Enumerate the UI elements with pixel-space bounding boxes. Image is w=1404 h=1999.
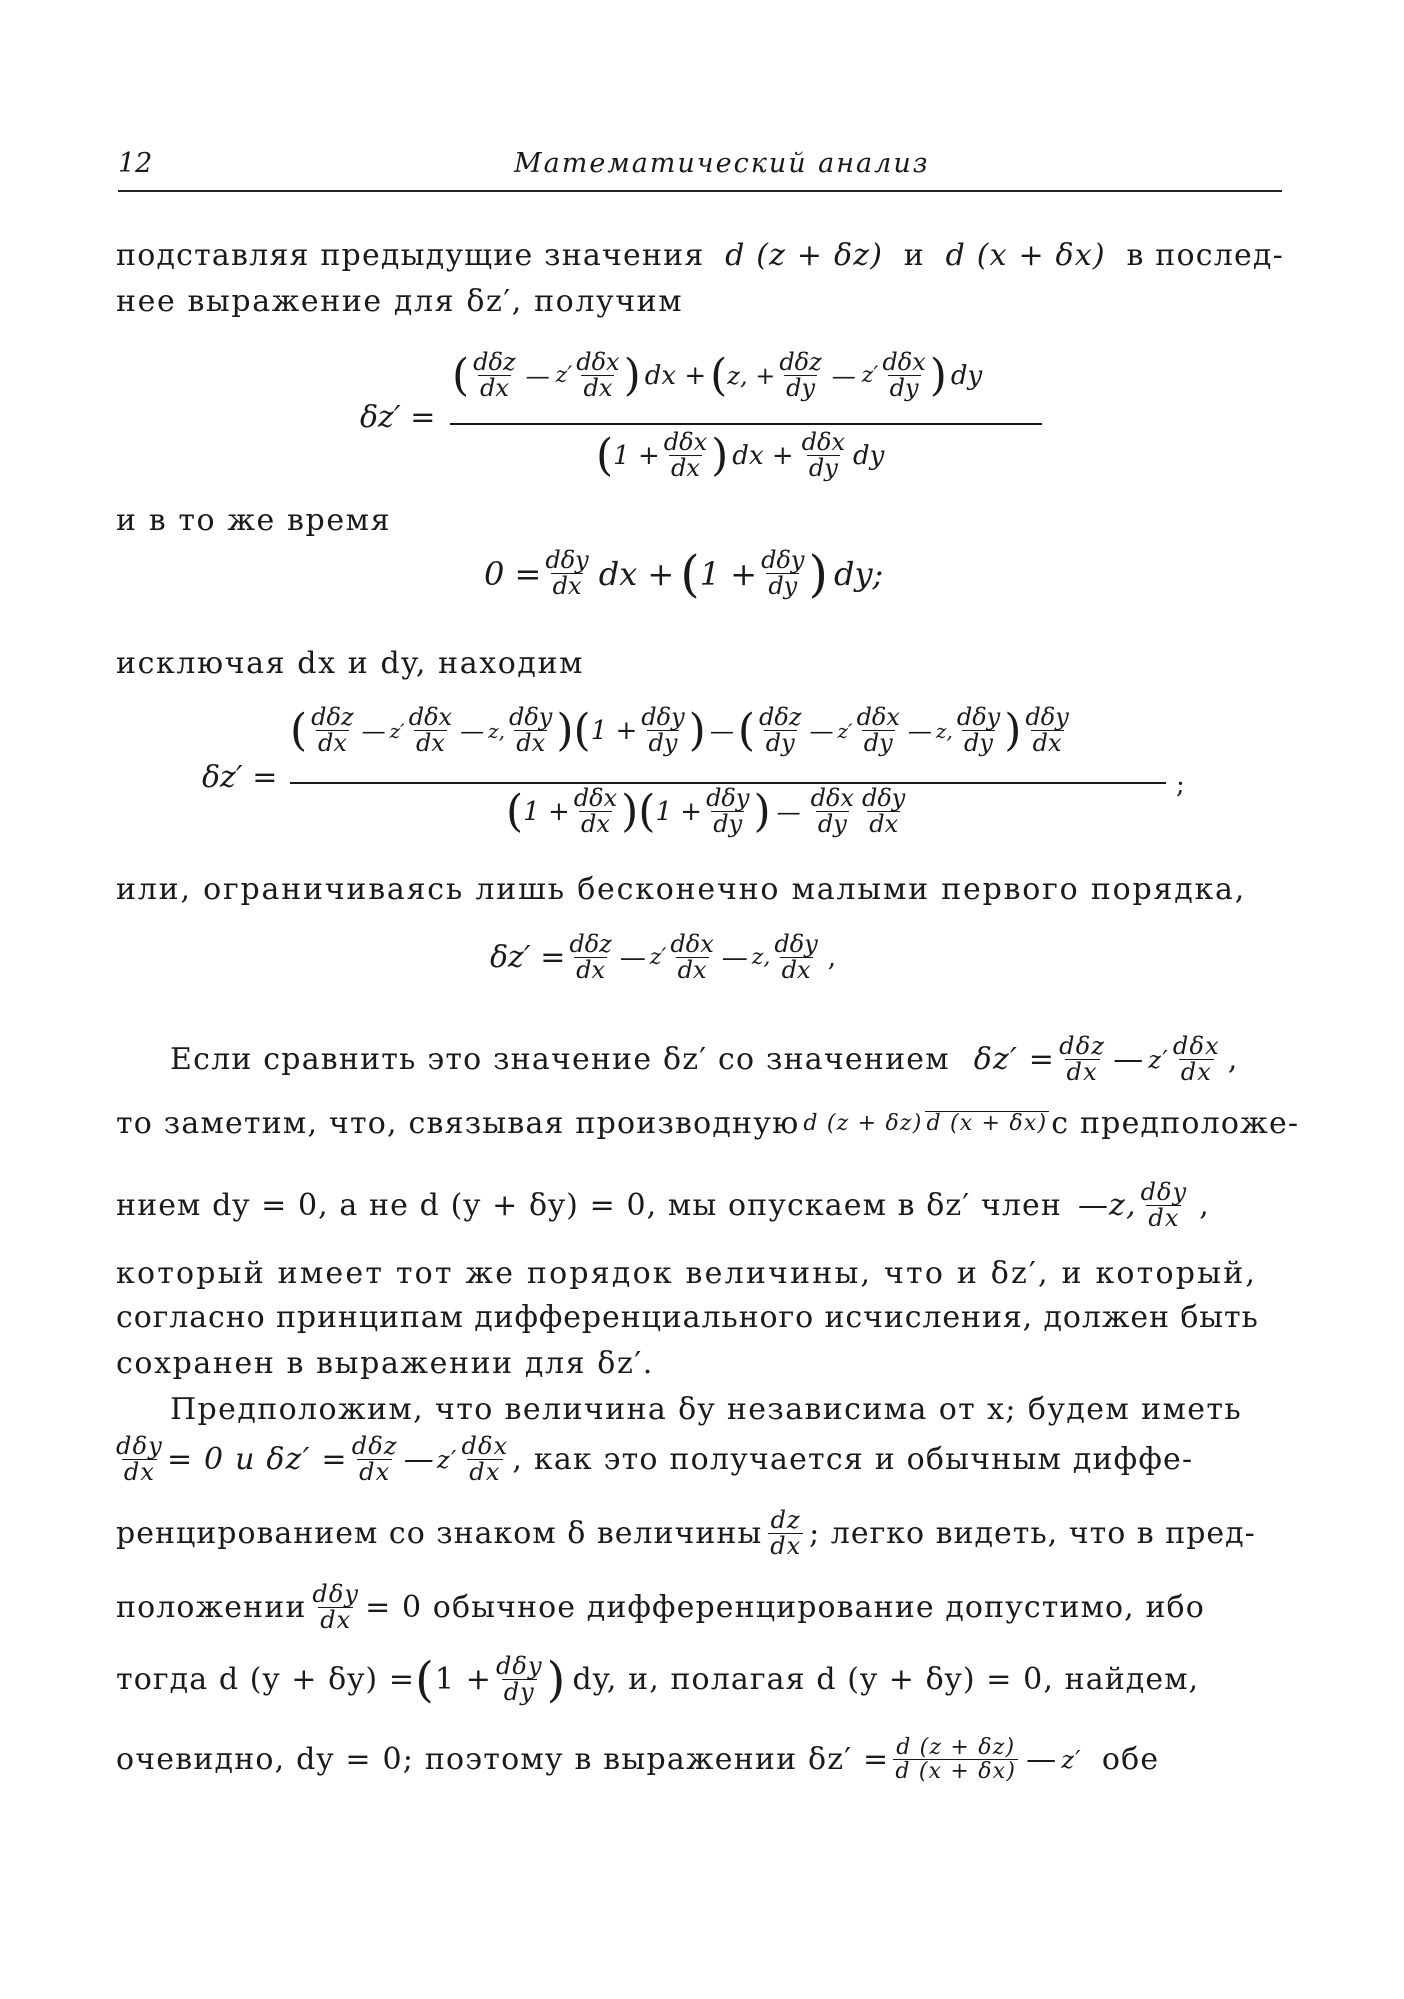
p3-line: исключая dx и dy, находим (116, 646, 584, 681)
running-title: Математический анализ (514, 148, 930, 179)
p6-line-3: ренцированием со знаком δ величины $\frac{dz}{dx}$ ; легко видеть, что в пред- (116, 1506, 1256, 1561)
page-number: 12 (118, 148, 153, 179)
eq3-lhs: δz′ = (202, 760, 278, 795)
p6-line-4: положении $\frac{\text{dδy}}{dx}$ = 0 обычное дифференцирование допустимо, ибо (116, 1580, 1205, 1635)
eq1-fraction-bar (450, 423, 1042, 425)
eq3-numerator: ( $\frac{\text{dδz}}{dx}$ — z′ $\frac{\text{dδx}}{dx}$ — z, $\frac{\text{dδy}}{dx}$ ) ( 1 + $\frac{\text{dδy}}{dy}$ ) — ( $\frac{\text{dδz}}{dy}$ — z′ $\frac{\text{dδx}}{dy}$ — z, $\frac{\text{dδy}}{dy}$ ) $\frac{\text{dδy}}{dx}$ (290, 703, 1069, 758)
eq1-lhs: δz′ = (360, 400, 436, 435)
p6-line-2: $\frac{\text{dδy}}{dx}$ = 0 и δz′ = $\frac{\text{dδz}}{dx}$ — z′ $\frac{\text{dδx}}{dx}$ , как это получается и обычным диффе- (116, 1432, 1194, 1487)
p6-line-1: Предположим, что величина δy независима от x; будем иметь (170, 1392, 1243, 1427)
p6-line-6: очевидно, dy = 0; поэтому в выражении δz′ = $\frac{d (z + \delta z)}{d (x + \delta x)}$ — z′ обе (116, 1735, 1160, 1785)
eq1-denominator: ( 1 + $\frac{\text{dδx}}{dx}$ ) dx + $\frac{\text{dδx}}{dy}$ dy (596, 428, 885, 483)
p5-line-1: Если сравнить это значение δz′ со значением δz′ = $\frac{\text{dδz}}{dx}$ — z′ $\frac{\text{dδx}}{dx}$ , (170, 1032, 1239, 1087)
header-rule (118, 190, 1282, 192)
p1-line-2: нее выражение для δz′, получим (116, 284, 684, 319)
p5-line-5: согласно принципам дифференциального исчисления, должен быть (116, 1300, 1259, 1335)
eq1-numerator: ( $\frac{\text{dδz}}{dx}$ — z′ $\frac{\text{dδx}}{dx}$ ) dx + ( z, + $\frac{\text{dδz}}{dy}$ — z′ $\frac{\text{dδx}}{dy}$ ) dy (452, 348, 983, 403)
eq3-denominator: ( 1 + $\frac{\text{dδx}}{dx}$ ) ( 1 + $\frac{\text{dδy}}{dy}$ ) — $\frac{\text{dδx}}{dy}$ $\frac{\text{dδy}}{dx}$ (506, 784, 906, 839)
p6-line-5: тогда d (y + δy) = ( 1 + $\frac{\text{dδy}}{dy}$ ) dy, и, полагая d (y + δy) = 0, найдем, (116, 1651, 1200, 1708)
p5-line-6: сохранен в выражении для δz′. (116, 1346, 654, 1381)
p5-line-4: который имеет тот же порядок величины, что и δz′, и который, (116, 1256, 1258, 1291)
p1-line-1: подставляя предыдущие значения d (z + δz) и d (x + δx) в послед- (116, 238, 1284, 273)
p2-line: и в то же время (116, 503, 392, 538)
p5-line-3: нием dy = 0, а не d (y + δy) = 0, мы опускаем в δz′ член —z, $\frac{\text{dδy}}{dx}$ , (116, 1178, 1210, 1233)
eq2: 0 = $\frac{\text{dδy}}{dx}$ dx + ( 1 + $\frac{\text{dδy}}{dy}$ ) dy; (484, 544, 884, 603)
eq4: δz′ = $\frac{\text{dδz}}{dx}$ — z′ $\frac{\text{dδx}}{dx}$ — z, $\frac{\text{dδy}}{dx}$ , (490, 930, 837, 985)
p4-line: или, ограничиваясь лишь бесконечно малыми первого порядка, (116, 872, 1247, 907)
eq3-semicolon: ; (1176, 770, 1185, 800)
p5-line-2: то заметим, что, связывая производную d (z + δz) d (x + δx) с предположе- (116, 1106, 1300, 1141)
